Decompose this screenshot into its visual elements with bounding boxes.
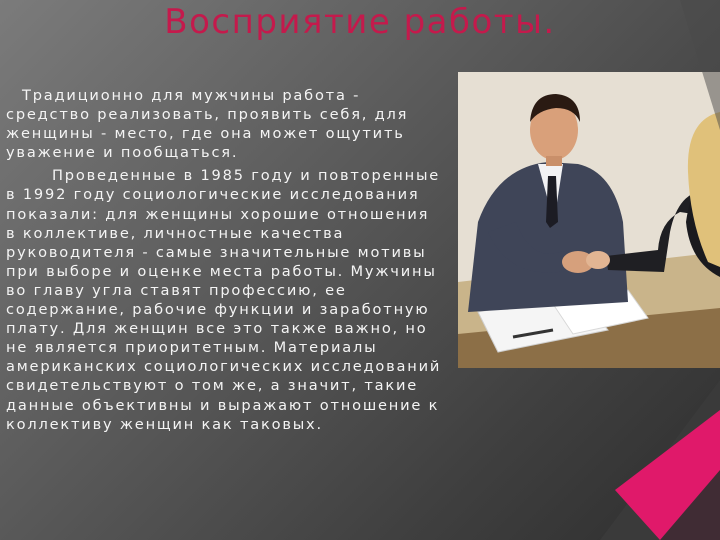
paragraph-2: Проведенные в 1985 году и повторенные в 1992 году социологические исследования показали: для женщины хорошие отношения в коллективе, личностные качества руководителя - самые значительные мотивы при выборе и оценке места работы. Мужчины во главу угла ставят профессию, ее содержание, рабочие функции и заработную плату. Для женщин все это также важно, но не является приоритетным. Материалы американских социологических исследований свидетельствуют о том же, а значит, такие данные объективны и выражают отношение к коллективу женщин как таковых. xyxy=(6,167,442,433)
magenta-wedge xyxy=(615,410,720,540)
business-handshake-photo-icon xyxy=(458,72,720,368)
body-text xyxy=(6,86,446,434)
paragraph-1: Традиционно для мужчины работа - средство реализовать, проявить себя, для женщины - место, где она может ощутить уважение и пообщаться. xyxy=(6,87,409,162)
dark-wedge xyxy=(600,380,720,540)
slide-title: Восприятие работы. xyxy=(164,2,556,42)
handshake-photo xyxy=(458,72,720,368)
